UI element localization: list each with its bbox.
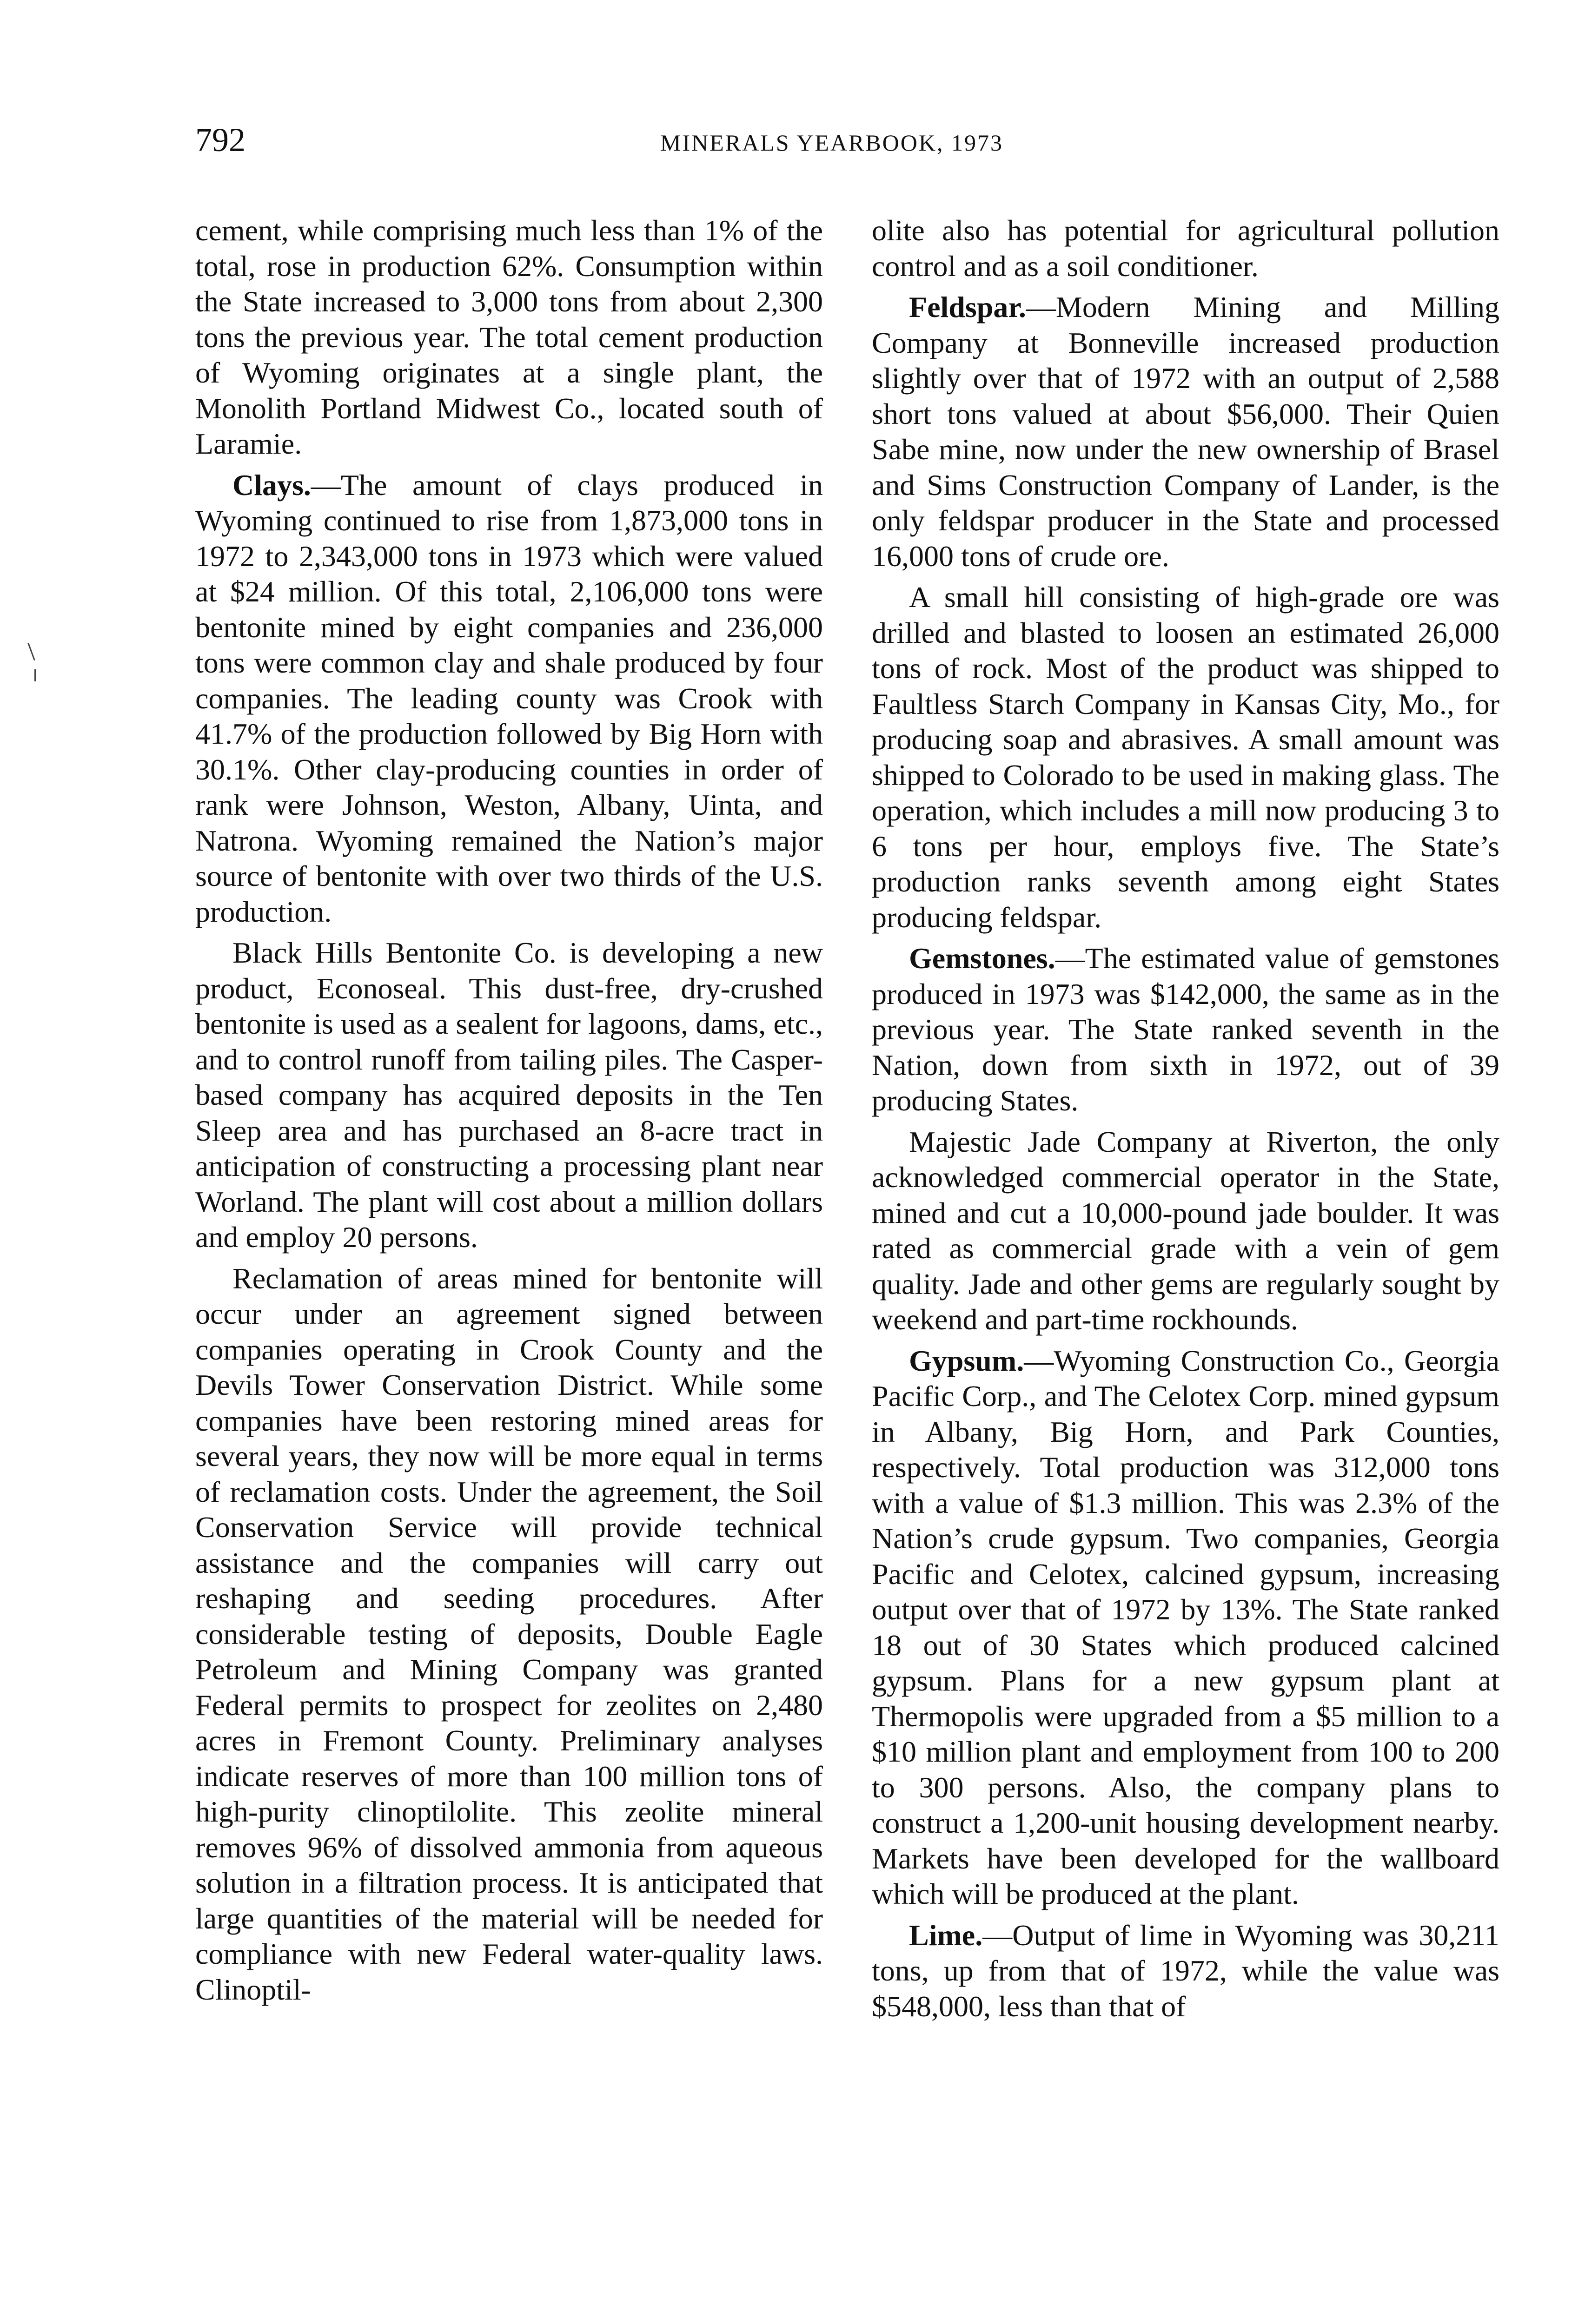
running-head: MINERALS YEARBOOK, 1973 bbox=[660, 130, 1003, 156]
margin-mark bbox=[27, 643, 35, 661]
paragraph-lime: Lime.—Output of lime in Wyoming was 30,211 tons, up from that of 1972, while the value was $548,000, less than that of bbox=[872, 1918, 1499, 2023]
paragraph: Reclamation of areas mined for bentonite will occur under an agreement signed between companies operating in Crook County and the Devils Tower Conservation District. While some companies have been restoring mined areas for several years, they now will be more equal in terms of reclamation costs. Under the agreement, the Soil Conservation Service will provide technical assistance and the companies will carry out reshaping and seeding procedures. After considerable testing of deposits, Double Eagle Petroleum and Mining Company was granted Federal permits to prospect for zeolites on 2,480 acres in Fremont County. Preliminary analyses indicate reserves of more than 100 million tons of high-purity clinoptilolite. This zeolite mineral removes 96% of dissolved ammonia from aqueous solution in a filtration process. It is anticipated that large quantities of the material will be needed for compliance with new Federal water-quality laws. Clinoptil- bbox=[195, 1261, 823, 2006]
section-heading-gypsum: Gypsum. bbox=[909, 1344, 1024, 1377]
paragraph: olite also has potential for agricultural pollution control and as a soil conditioner. bbox=[872, 214, 1499, 283]
margin-mark bbox=[34, 669, 36, 681]
page-number: 792 bbox=[195, 121, 245, 158]
section-heading-lime: Lime. bbox=[909, 1918, 983, 1952]
left-column bbox=[195, 213, 823, 2013]
section-heading-feldspar: Feldspar. bbox=[909, 290, 1026, 324]
paragraph: Black Hills Bentonite Co. is developing a new product, Econoseal. This dust-free, dry-crushed bentonite is used as a sealent for lagoons, dams, etc., and to control runoff from tailing piles. The Casper-based company has acquired deposits in the Ten Sleep area and has purchased an 8-acre tract in anticipation of constructing a processing plant near Worland. The plant will cost about a million dollars and employ 20 persons. bbox=[195, 936, 823, 1254]
right-column bbox=[872, 213, 1499, 2030]
paragraph: A small hill consisting of high-grade ore was drilled and blasted to loosen an estimated 26,000 tons of rock. Most of the product was shipped to Faultless Starch Company in Kansas City, Mo., for producing soap and abrasives. A small amount was shipped to Colorado to be used in making glass. The operation, which includes a mill now producing 3 to 6 tons per hour, employs five. The State’s production ranks seventh among eight States producing feldspar. bbox=[872, 581, 1499, 934]
paragraph-clays: Clays.—The amount of clays produced in Wyoming continued to rise from 1,873,000 tons in 1972 to 2,343,000 tons in 1973 which were valued at $24 million. Of this total, 2,106,000 tons were bentonite mined by eight companies and 236,000 tons were common clay and shale produced by four companies. The leading county was Crook with 41.7% of the production followed by Big Horn with 30.1%. Other clay-producing counties in order of rank were Johnson, Weston, Albany, Uinta, and Natrona. Wyoming remained the Nation’s major source of bentonite with over two thirds of the U.S. production. bbox=[195, 468, 823, 928]
paragraph: cement, while comprising much less than 1% of the total, rose in production 62%. Consumption within the State increased to 3,000 tons from about 2,300 tons the previous year. The total cement production of Wyoming originates at a single plant, the Monolith Portland Midwest Co., located south of Laramie. bbox=[195, 214, 823, 460]
paragraph-gypsum: Gypsum.—Wyoming Construction Co., Georgia Pacific Corp., and The Celotex Corp. mined gypsum in Albany, Big Horn, and Park Counties, respectively. Total production was 312,000 tons with a value of $1.3 million. This was 2.3% of the Nation’s crude gypsum. Two companies, Georgia Pacific and Celotex, calcined gypsum, increasing output over that of 1972 by 13%. The State ranked 18 out of 30 States which produced calcined gypsum. Plans for a new gypsum plant at Thermopolis were upgraded from a $5 million to a $10 million plant and employment from 100 to 200 to 300 persons. Also, the company plans to construct a 1,200-unit housing development nearby. Markets have been developed for the wallboard which will be produced at the plant. bbox=[872, 1344, 1499, 1910]
section-heading-clays: Clays. bbox=[232, 468, 311, 502]
paragraph-feldspar: Feldspar.—Modern Mining and Milling Company at Bonneville increased production slightly over that of 1972 with an output of 2,588 short tons valued at about $56,000. Their Quien Sabe mine, now under the new ownership of Brasel and Sims Construction Company of Lander, is the only feldspar producer in the State and processed 16,000 tons of crude ore. bbox=[872, 290, 1499, 573]
section-heading-gemstones: Gemstones. bbox=[909, 942, 1055, 975]
paragraph-gemstones: Gemstones.—The estimated value of gemstones produced in 1973 was $142,000, the same as in the previous year. The State ranked seventh in the Nation, down from sixth in 1972, out of 39 producing States. bbox=[872, 942, 1499, 1117]
paragraph: Majestic Jade Company at Riverton, the only acknowledged commercial operator in the State, mined and cut a 10,000-pound jade boulder. It was rated as commercial grade with a vein of gem quality. Jade and other gems are regularly sought by weekend and part-time rockhounds. bbox=[872, 1125, 1499, 1336]
